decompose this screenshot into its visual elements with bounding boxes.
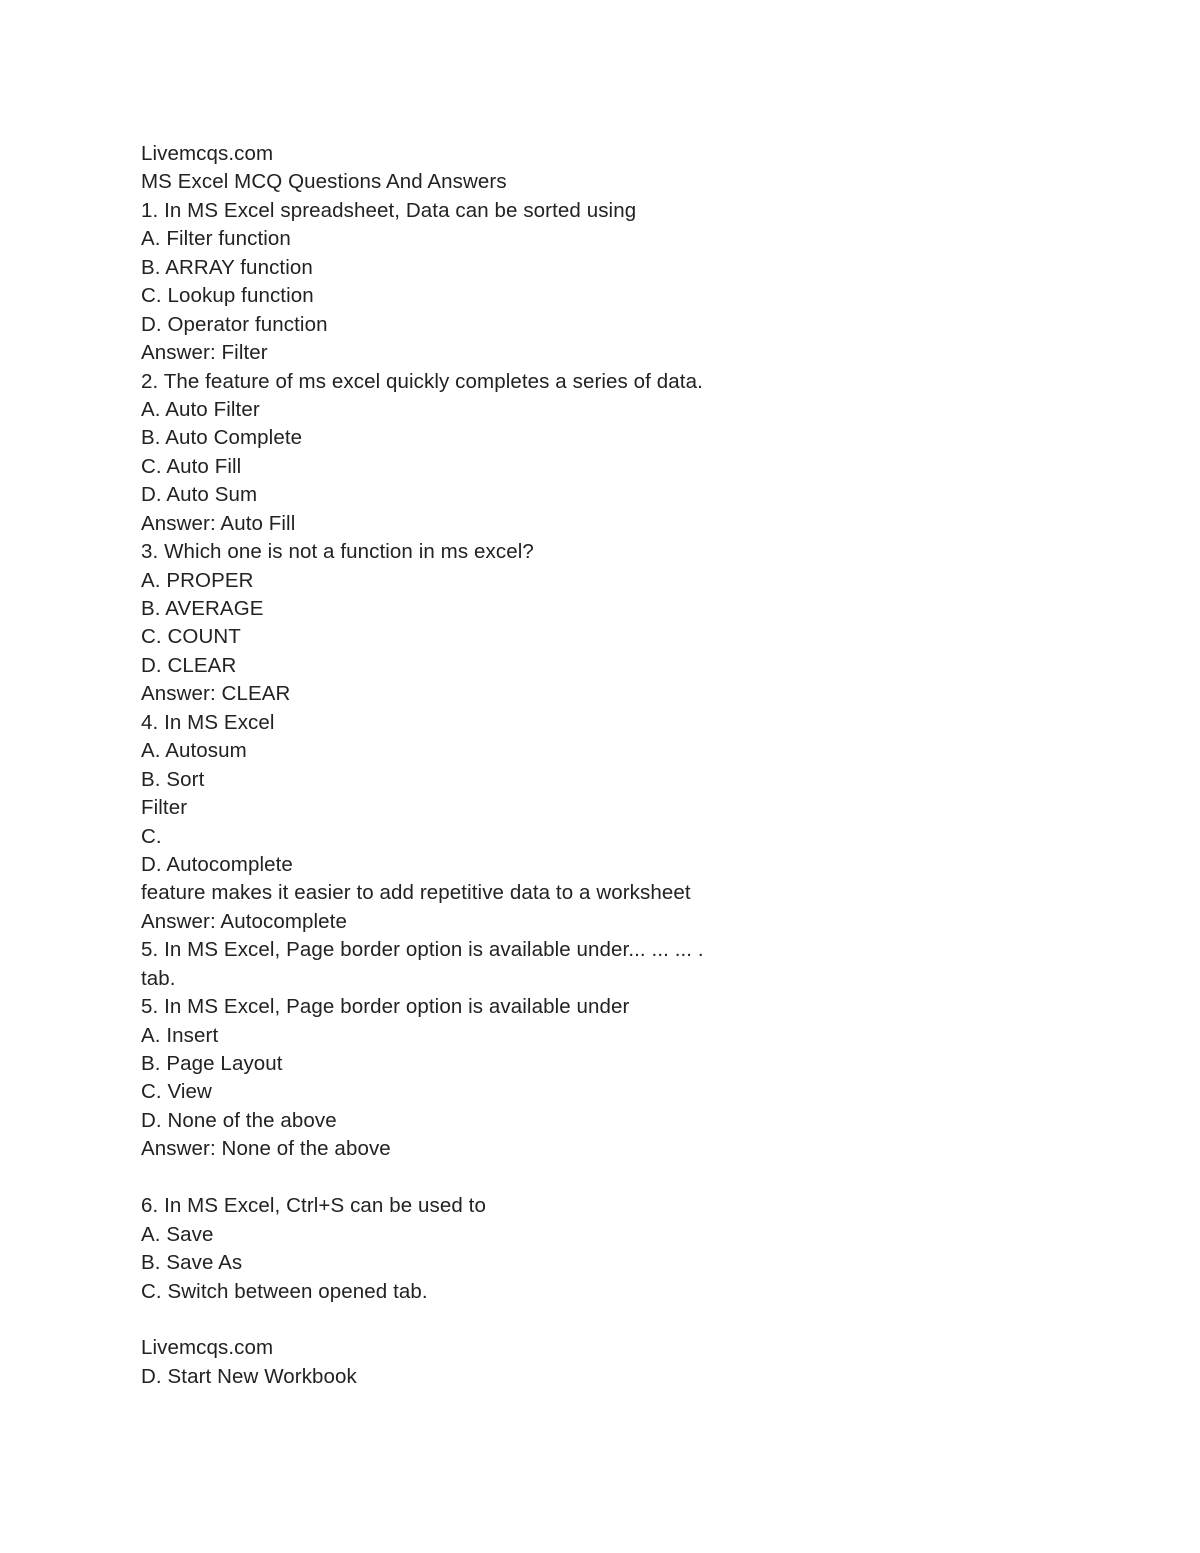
question-1: 1. In MS Excel spreadsheet, Data can be sorted using <box>141 198 637 222</box>
question-6: 6. In MS Excel, Ctrl+S can be used to <box>141 1194 486 1218</box>
question-2: 2. The feature of ms excel quickly completes a series of data. <box>141 369 703 393</box>
question-4-option-d: D. Autocomplete <box>141 852 293 876</box>
question-3-option-a: A. PROPER <box>141 568 254 592</box>
question-1-option-c: C. Lookup function <box>141 284 314 308</box>
question-6-option-d: D. Start New Workbook <box>141 1364 357 1388</box>
question-3-answer: Answer: CLEAR <box>141 682 291 706</box>
question-6-option-c: C. Switch between opened tab. <box>141 1279 428 1303</box>
question-4-option-b: B. Sort <box>141 767 205 791</box>
question-5-option-c: C. View <box>141 1080 212 1104</box>
question-2-option-d: D. Auto Sum <box>141 483 258 507</box>
document-body <box>141 140 1101 1391</box>
question-5-option-b: B. Page Layout <box>141 1052 283 1075</box>
question-6-option-b: B. Save As <box>141 1251 243 1275</box>
question-4-fragment: Filter <box>141 796 188 820</box>
site-name-footer: Livemcqs.com <box>141 1336 274 1360</box>
question-5-option-a: A. Insert <box>141 1023 219 1047</box>
question-2-option-a: A. Auto Filter <box>141 397 260 421</box>
blank-line <box>141 1164 1101 1192</box>
question-5: 5. In MS Excel, Page border option is available under <box>141 995 630 1019</box>
question-5-heading: 5. In MS Excel, Page border option is available under... ... ... . <box>141 938 704 962</box>
question-5-option-d: D. None of the above <box>141 1108 337 1132</box>
question-1-option-a: A. Filter function <box>141 227 291 251</box>
question-5-answer: Answer: None of the above <box>141 1137 391 1161</box>
question-1-option-d: D. Operator function <box>141 312 328 336</box>
question-4-option-c: C. <box>141 824 162 848</box>
question-5-heading-continuation: tab. <box>141 966 176 990</box>
question-2-option-b: B. Auto Complete <box>141 426 303 450</box>
site-name: Livemcqs.com <box>141 142 274 165</box>
question-4: 4. In MS Excel <box>141 710 275 734</box>
question-2-option-c: C. Auto Fill <box>141 454 242 478</box>
question-2-answer: Answer: Auto Fill <box>141 511 296 535</box>
document-title: MS Excel MCQ Questions And Answers <box>141 170 507 194</box>
question-3-option-b: B. AVERAGE <box>141 597 264 620</box>
blank-line <box>141 1306 1101 1334</box>
question-1-answer: Answer: Filter <box>141 341 268 365</box>
question-6-option-a: A. Save <box>141 1222 214 1246</box>
question-3: 3. Which one is not a function in ms excel? <box>141 540 534 564</box>
question-3-option-d: D. CLEAR <box>141 653 237 677</box>
question-4-answer: Answer: Autocomplete <box>141 909 347 933</box>
question-3-option-c: C. COUNT <box>141 625 241 649</box>
question-4-option-a: A. Autosum <box>141 739 247 763</box>
question-4-continuation: feature makes it easier to add repetitive data to a worksheet <box>141 881 691 905</box>
question-1-option-b: B. ARRAY function <box>141 255 313 279</box>
